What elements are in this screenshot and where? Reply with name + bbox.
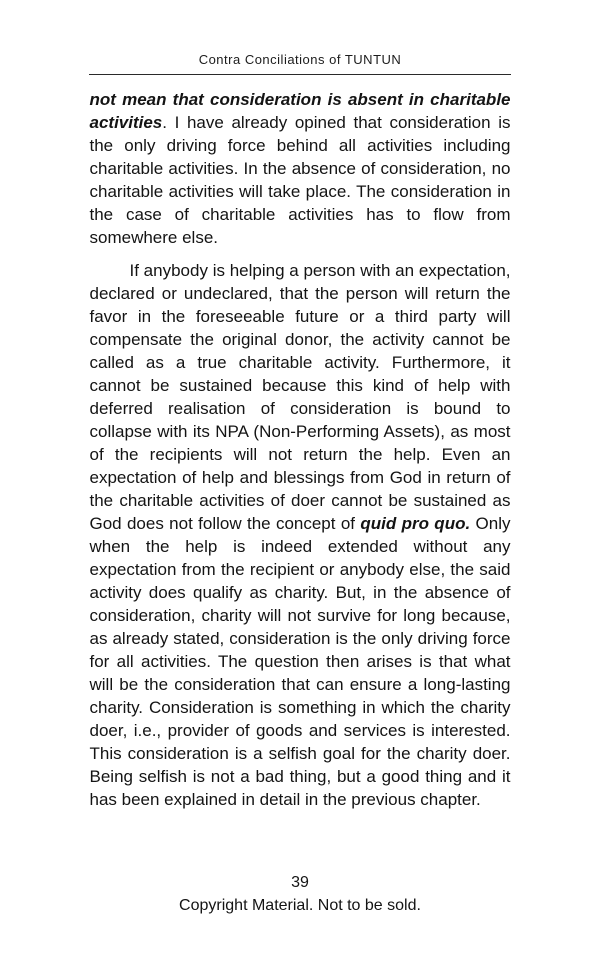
emphasized-text-run: not mean that consideration is absent in charitable activities bbox=[89, 90, 511, 132]
header-rule bbox=[89, 74, 511, 75]
copyright-notice: Copyright Material. Not to be sold. bbox=[179, 897, 421, 914]
text-run: . I have already opined that consideration is the only driving force behind all activities including charitable activities. In the absence of consideration, no charitable activities will take place. The consideration in the case of charitable activities has to flow from somewhere else. bbox=[89, 113, 511, 247]
page-footer bbox=[0, 874, 600, 915]
text-run: If anybody is helping a person with an expectation, declared or undeclared, that the person will return the favor in the foreseeable future or a third party will compensate the original donor, the activity cannot be called as a true charitable activity. Furthermore, it cannot be sustained because this kind of help with deferred realisation of consideration is bound to collapse with its NPA (Non-Performing Assets), as most of the recipients will not return the help. Even an expectation of help and blessings from God in return of the charitable activities of doer cannot be sustained as God does not follow the concept of bbox=[89, 261, 511, 533]
body-text bbox=[90, 88, 511, 811]
running-head-title: Contra Conciliations of TUNTUN bbox=[198, 52, 402, 67]
paragraph bbox=[90, 259, 511, 811]
page-header bbox=[0, 0, 600, 75]
text-run: Only when the help is indeed extended without any expectation from the recipient or anybody else, the said activity does qualify as charity. But, in the absence of consideration, charity will not survive for long because, as already stated, consideration is the only driving force for all activities. The question then arises is that what will be the consideration that can ensure a long-lasting charity. Consideration is something in which the charity doer, i.e., provider of goods and services is interested. This consideration is a selfish goal for the charity doer. Being selfish is not a bad thing, but a good thing and it has been explained in detail in the previous chapter. bbox=[89, 514, 511, 809]
paragraph bbox=[90, 88, 511, 249]
emphasized-text-run: quid pro quo. bbox=[360, 514, 471, 533]
page-number: 39 bbox=[291, 874, 309, 891]
